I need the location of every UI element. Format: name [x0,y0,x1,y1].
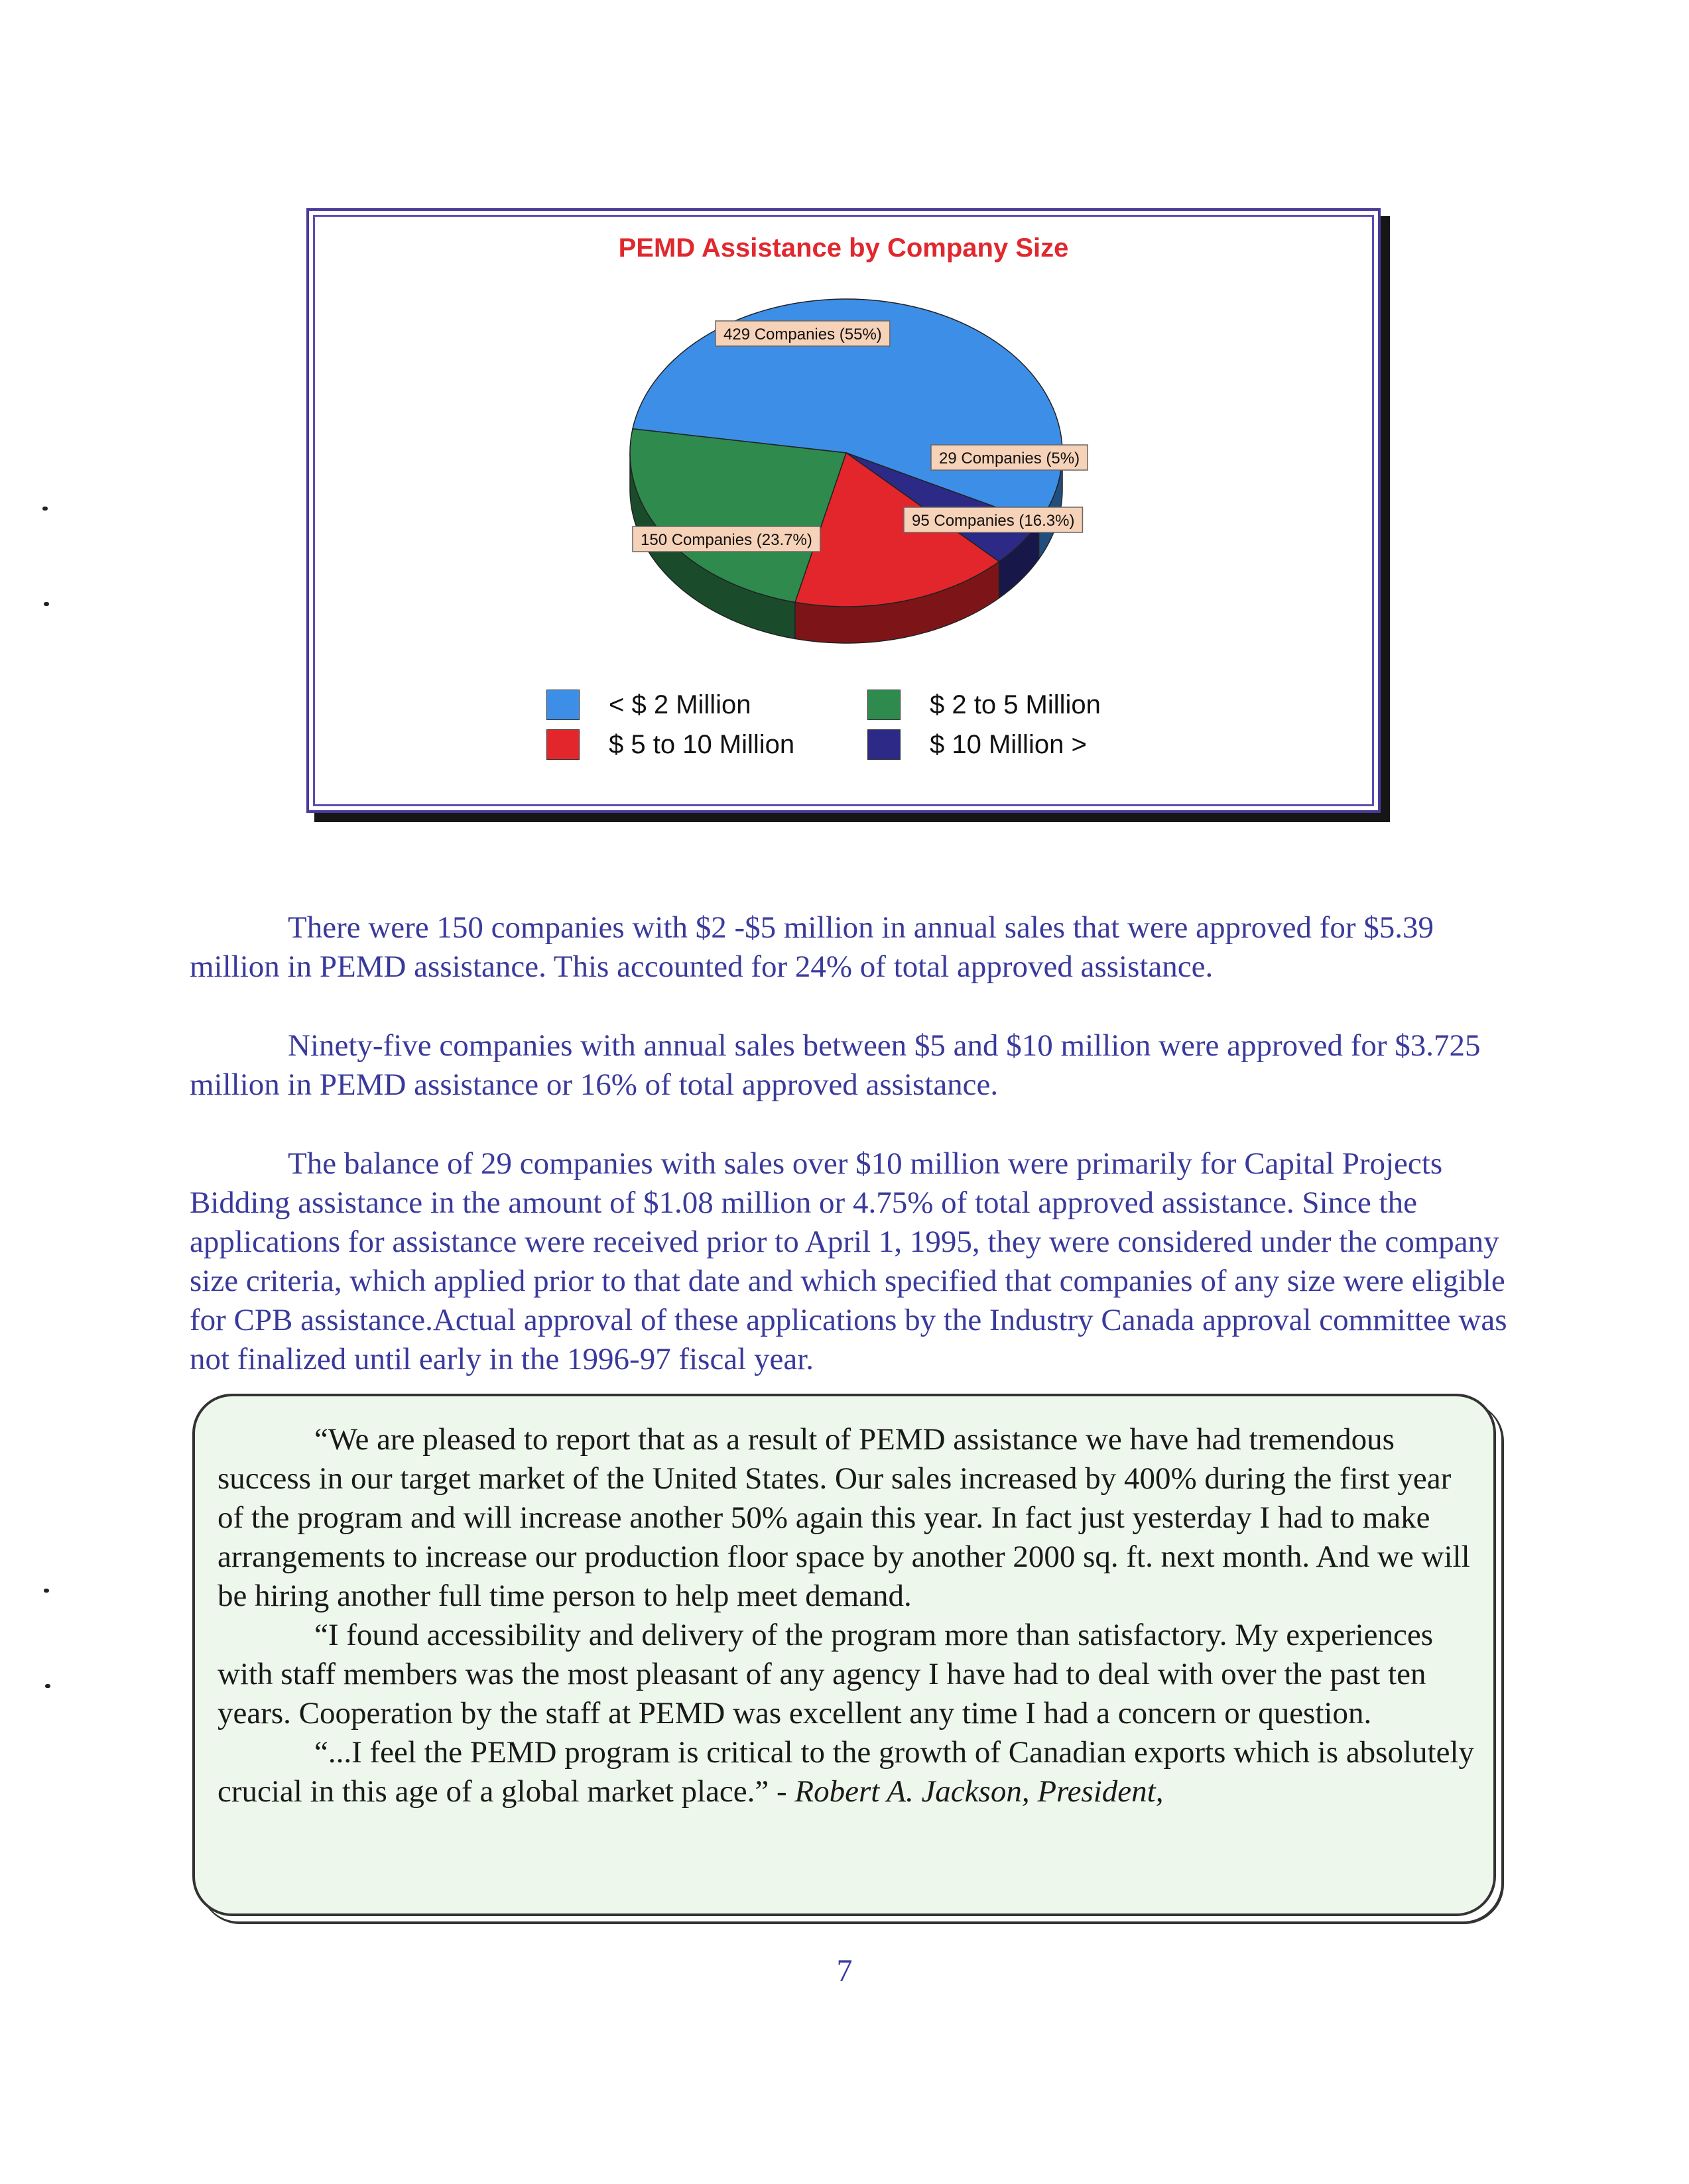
testimonial-paragraph-1 [218,1420,1477,1616]
paragraph-150-companies [190,908,1523,987]
legend-label: $ 10 Million > [930,729,1087,759]
testimonial-paragraph-2 [218,1616,1477,1733]
legend-swatch [867,690,901,720]
legend-item-2-to-5-million [867,690,1101,720]
legend-item-over-10-million [867,729,1087,760]
legend-swatch [867,729,901,760]
legend-swatch [546,690,580,720]
legend-label: < $ 2 Million [609,690,751,719]
quote-attribution: Robert A. Jackson, President, [794,1774,1164,1809]
pie-slice-label: 95 Companies (16.3%) [912,512,1075,530]
page-number: 7 [836,1953,853,1988]
legend-label: $ 5 to 10 Million [609,729,795,759]
quote-text: “I found accessibility and delivery of the program more than satisfactory. My experiences with staff members was the most pleasant of any agency I have had to deal with over the past ten years. Cooperation by the staff at PEMD was excellent any time I had a concern or question. [218,1618,1434,1730]
paragraph-29-companies [190,1144,1523,1379]
pie-slice-label: 29 Companies (5%) [939,450,1080,467]
quote-text: “...I feel the PEMD program is critical to the growth of Canadian exports which is absolutely crucial in this age of a global market place.” - [218,1735,1475,1809]
legend-item-under-2-million [546,690,751,720]
legend-swatch [546,729,580,760]
pie-slice-label: 429 Companies (55%) [723,326,882,343]
chart-title: PEMD Assistance by Company Size [618,233,1069,263]
scan-speck [44,602,49,606]
pie-slice-label: 150 Companies (23.7%) [641,531,812,549]
paragraph-95-companies [190,1026,1523,1105]
scan-speck [45,1684,50,1688]
scan-speck [44,1589,49,1593]
testimonial-text [218,1420,1477,1811]
pie-chart [309,211,1383,816]
paragraph-text: The balance of 29 companies with sales over $10 million were primarily for Capital Projects Bidding assistance in the amount of $1.08 million or 4.75% of total approved assistance. Since the applications for assistance were received prior to April 1, 1995, they were considered under the company size criteria, which applied prior to that date and which specified that companies of any size were eligible for CPB assistance.Actual approval of these applications by the Industry Canada approval committee was not finalized until early in the 1996-97 fiscal year. [190,1146,1507,1376]
chart-box [306,208,1381,813]
legend-item-5-to-10-million [546,729,794,760]
quote-text: “We are pleased to report that as a result of PEMD assistance we have had tremendous success in our target market of the United States. Our sales increased by 400% during the first year of the program and will increase another 50% again this year. In fact just yesterday I had to make arrangements to increase our production floor space by another 2000 sq. ft. next month. And we will be hiring another full time person to help meet demand. [218,1422,1470,1613]
testimonial-box [192,1394,1496,1916]
legend-label: $ 2 to 5 Million [930,690,1101,719]
chart-frame [306,208,1381,813]
paragraph-text: There were 150 companies with $2 -$5 million in annual sales that were approved for $5.39 million in PEMD assistance. This accounted for 24% of total approved assistance. [190,910,1434,984]
testimonial-paragraph-3 [218,1733,1477,1811]
scan-speck [42,507,48,511]
paragraph-text: Ninety-five companies with annual sales between $5 and $10 million were approved for $3.725 million in PEMD assistance or 16% of total approved assistance. [190,1028,1481,1102]
